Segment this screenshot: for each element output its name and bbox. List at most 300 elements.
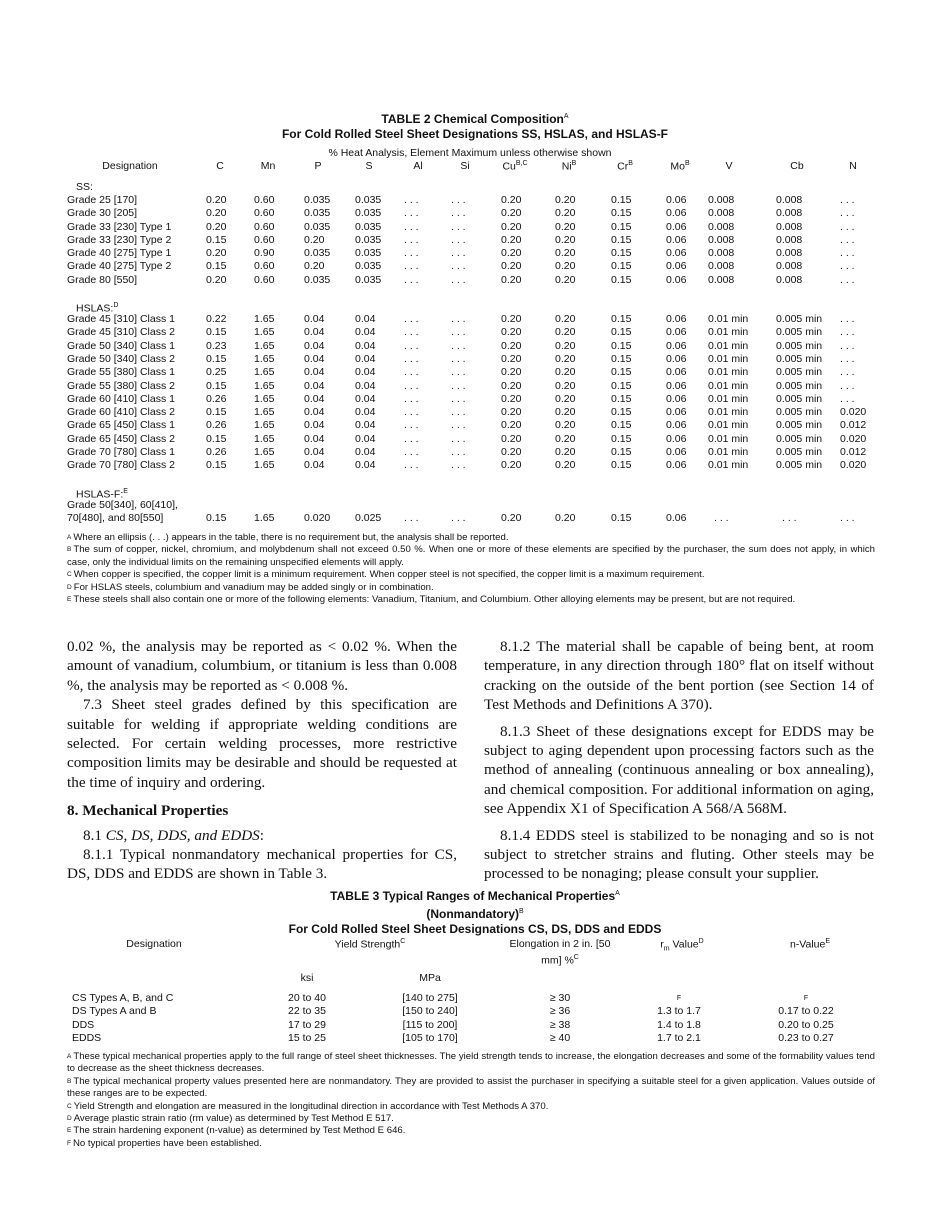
value-cell: 0.20 <box>501 432 522 445</box>
value-cell: 0.20 <box>555 273 576 286</box>
value-cell: 0.04 <box>304 366 325 379</box>
value-cell: 0.15 <box>611 419 632 432</box>
t2-col-c: C <box>216 160 224 172</box>
value-cell: 0.15 <box>611 260 632 273</box>
value-cell: 0.20 <box>555 406 576 419</box>
table3-nonmandatory-footnote-mark: B <box>519 908 524 915</box>
t2-col-cr: $Cr^B$ <box>617 160 633 173</box>
value-cell: 0.20 <box>555 207 576 220</box>
value-cell: 0.15 <box>611 459 632 472</box>
value-cell: 0.005 min <box>776 352 823 365</box>
value-cell: 0.005 min <box>776 446 823 459</box>
t3-col-designation: Designation <box>126 938 182 950</box>
value-cell: . . . <box>451 432 466 445</box>
value-cell: 0.005 min <box>776 432 823 445</box>
t2-col-v: V <box>725 160 733 172</box>
value-cell: . . . <box>840 194 855 206</box>
value-cell: 0.06 <box>666 233 687 246</box>
value-cell: . . . <box>840 326 855 339</box>
footnote-d: D For HSLAS steels, columbium and vanadium may be added singly or in combination. <box>67 581 434 593</box>
value-cell: F <box>803 995 809 1002</box>
table2-subheader: % Heat Analysis, Element Maximum unless otherwise shown <box>328 147 612 159</box>
value-cell: . . . <box>451 326 466 339</box>
value-cell: 0.20 <box>555 326 576 339</box>
value-cell: . . . <box>404 194 419 206</box>
table-row <box>0 1019 950 1032</box>
designation-cell: Grade 70 [780] Class 1 <box>67 446 175 459</box>
value-cell: 0.01 min <box>708 339 749 352</box>
value-cell: 0.01 min <box>708 459 749 472</box>
table-row <box>0 247 950 260</box>
value-cell: 0.01 min <box>708 326 749 339</box>
designation-cell: Grade 30 [205] <box>67 207 138 220</box>
value-cell: 0.90 <box>254 247 275 260</box>
designation-cell: Grade 70 [780] Class 2 <box>67 459 175 472</box>
value-cell: 0.06 <box>666 446 687 459</box>
value-cell: 1.65 <box>254 511 275 524</box>
value-cell: 0.15 <box>206 432 227 445</box>
paragraph-8-1-1: 8.1.1 Typical nonmandatory mechanical properties for CS, DS, DDS and EDDS are shown in Table 3. <box>67 846 457 883</box>
designation-cell: Grade 60 [410] Class 1 <box>67 392 175 405</box>
value-cell: 1.65 <box>254 366 275 379</box>
value-cell: 0.04 <box>355 379 376 392</box>
value-cell: 0.020 <box>840 406 867 419</box>
value-cell: 15 to 25 <box>288 1031 326 1044</box>
designation-cell: EDDS <box>72 1031 102 1044</box>
value-cell: 0.20 <box>501 379 522 392</box>
value-cell: 0.15 <box>611 511 632 524</box>
value-cell: . . . <box>840 366 855 379</box>
value-cell: 1.65 <box>254 392 275 405</box>
value-cell: 0.06 <box>666 220 687 233</box>
designation-cell: Grade 33 [230] Type 2 <box>67 233 172 246</box>
value-cell: 1.3 to 1.7 <box>657 1005 701 1018</box>
paragraph-7-3: 7.3 Sheet steel grades defined by this specification are suitable for welding if appropriate welding conditions are selected. For certain welding processes, more restrictive composition limits may be desirable and should be requested at the time of inquiry and ordering. <box>67 696 457 791</box>
footnote-mark: D <box>67 583 72 591</box>
value-cell: 0.15 <box>611 366 632 379</box>
value-cell: F <box>676 995 682 1002</box>
value-cell: 1.4 to 1.8 <box>657 1018 701 1031</box>
value-cell: 0.20 <box>206 247 227 260</box>
value-cell: 0.20 <box>501 339 522 352</box>
value-cell: 0.020 <box>840 459 867 472</box>
value-cell: . . . <box>404 511 419 524</box>
value-cell: 0.20 <box>555 459 576 472</box>
value-cell: 0.15 <box>206 260 227 273</box>
table2-body <box>0 180 950 525</box>
value-cell: 0.06 <box>666 366 687 379</box>
value-cell: 0.20 <box>555 339 576 352</box>
value-cell: 0.20 <box>206 207 227 220</box>
value-cell: 0.06 <box>666 313 687 326</box>
value-cell: . . . <box>404 446 419 459</box>
paragraph-8-1 <box>67 826 457 845</box>
value-cell: . . . <box>404 247 419 260</box>
value-cell: 0.20 <box>501 352 522 365</box>
value-cell: 0.01 min <box>708 366 749 379</box>
value-cell: 0.15 <box>611 273 632 286</box>
value-cell: 1.65 <box>254 379 275 392</box>
footnote-mark: B <box>67 1077 72 1085</box>
section-heading-mechanical-properties: 8. Mechanical Properties <box>67 802 229 820</box>
value-cell: 0.23 to 0.27 <box>778 1031 834 1044</box>
table-row <box>0 353 950 366</box>
value-cell: 0.15 <box>611 313 632 326</box>
value-cell: 0.008 <box>708 273 735 286</box>
value-cell: 0.22 <box>206 313 227 326</box>
footnote-mark: E <box>67 596 72 604</box>
value-cell: . . . <box>404 220 419 233</box>
table3-title-footnote-mark: A <box>615 890 620 897</box>
designation-cell: 70[480], and 80[550] <box>67 511 164 524</box>
value-cell: 0.06 <box>666 339 687 352</box>
value-cell: 0.06 <box>666 326 687 339</box>
paragraph-8-1-colon: : <box>259 826 264 844</box>
table-row <box>0 326 950 339</box>
table3-subtitle: For Cold Rolled Steel Sheet Designations CS, DS, DDS and EDDS <box>288 922 662 936</box>
value-cell: . . . <box>451 313 466 326</box>
value-cell: ≥ 38 <box>549 1018 571 1031</box>
value-cell: 0.01 min <box>708 313 749 326</box>
value-cell: . . . <box>404 366 419 379</box>
value-cell: [105 to 170] <box>402 1031 458 1044</box>
value-cell: 0.20 <box>501 326 522 339</box>
value-cell: 0.06 <box>666 273 687 286</box>
value-cell: 0.008 <box>708 260 735 273</box>
value-cell: 0.15 <box>611 379 632 392</box>
designation-cell: Grade 55 [380] Class 1 <box>67 366 175 379</box>
value-cell: 0.04 <box>304 432 325 445</box>
value-cell: 0.17 to 0.22 <box>778 1005 834 1018</box>
value-cell: 0.20 <box>501 406 522 419</box>
value-cell: 0.20 <box>555 511 576 524</box>
value-cell: 0.008 <box>776 220 803 233</box>
t3-col-n-value: n-Value$^E$ <box>789 938 831 951</box>
value-cell: 0.04 <box>355 419 376 432</box>
value-cell: 1.65 <box>254 339 275 352</box>
table2-caption <box>0 109 950 142</box>
value-cell: [115 to 200] <box>402 1018 458 1031</box>
value-cell: . . . <box>840 273 855 286</box>
value-cell: 0.06 <box>666 194 687 206</box>
left-column <box>67 637 457 884</box>
value-cell: 0.008 <box>776 260 803 273</box>
footnote-b: B The typical mechanical property values presented here are nonmandatory. They are provided to assist the purchaser in specifying a suitable steel for a given application. Values outside of these ranges are to be expected. <box>67 1075 875 1100</box>
value-cell: 0.04 <box>304 313 325 326</box>
value-cell: . . . <box>404 379 419 392</box>
value-cell: 17 to 29 <box>288 1018 326 1031</box>
value-cell: 0.20 <box>501 446 522 459</box>
value-cell: 0.04 <box>304 419 325 432</box>
value-cell: 0.15 <box>611 339 632 352</box>
value-cell: 0.035 <box>355 207 382 220</box>
value-cell: 0.15 <box>611 220 632 233</box>
value-cell: 0.035 <box>304 247 331 260</box>
value-cell: . . . <box>451 419 466 432</box>
footnote-f: F No typical properties have been established. <box>67 1137 262 1149</box>
value-cell: 20 to 40 <box>288 992 326 1004</box>
value-cell: 0.04 <box>355 339 376 352</box>
value-cell: 0.005 min <box>776 326 823 339</box>
table3-footnotes <box>67 1051 875 1150</box>
footnote-mark: C <box>67 571 72 579</box>
designation-cell: Grade 55 [380] Class 2 <box>67 379 175 392</box>
value-cell: . . . <box>451 459 466 472</box>
value-cell: 0.15 <box>611 326 632 339</box>
value-cell: 0.035 <box>355 273 382 286</box>
table-row <box>0 194 950 207</box>
t2-col-designation: Designation <box>102 160 158 172</box>
footnote-d: D Average plastic strain ratio (rm value) as determined by Test Method E 517. <box>67 1113 394 1125</box>
value-cell: . . . <box>404 326 419 339</box>
value-cell: 0.60 <box>254 220 275 233</box>
table3-nonmandatory: (Nonmandatory) <box>426 907 519 921</box>
value-cell: 0.26 <box>206 446 227 459</box>
value-cell: 0.15 <box>611 194 632 206</box>
value-cell: 0.035 <box>304 273 331 286</box>
value-cell: . . . <box>404 432 419 445</box>
value-cell: 0.15 <box>206 459 227 472</box>
value-cell: 0.15 <box>611 233 632 246</box>
group-label-text: HSLAS:$^D$ <box>76 302 119 315</box>
value-cell: 0.04 <box>355 432 376 445</box>
table-row <box>0 380 950 393</box>
value-cell: 0.25 <box>206 366 227 379</box>
value-cell: 0.01 min <box>708 446 749 459</box>
table-row <box>0 274 950 287</box>
value-cell: . . . <box>840 379 855 392</box>
paragraph-8-1-3: 8.1.3 Sheet of these designations except for EDDS may be subject to aging dependent upon processing factors such as the method of annealing (continuous annealing or box annealing), and chemical composition. For additional information on aging, see Appendix X1 of Specification A 568/A 568M. <box>484 722 874 818</box>
group-label-text: SS: <box>76 181 93 193</box>
value-cell: 0.01 min <box>708 392 749 405</box>
value-cell: 0.20 <box>555 220 576 233</box>
t3-col-rm-value: $r_m$ Value$^D$ <box>660 938 704 953</box>
value-cell: 0.06 <box>666 406 687 419</box>
value-cell: 0.01 min <box>708 419 749 432</box>
footnote-c: C When copper is specified, the copper limit is a minimum requirement. When copper steel is not specified, the copper limit is a maximum requirement. <box>67 569 705 581</box>
value-cell: 0.15 <box>206 379 227 392</box>
value-cell: 0.035 <box>355 220 382 233</box>
value-cell: 0.035 <box>304 220 331 233</box>
value-cell: 0.04 <box>355 366 376 379</box>
footnote-e: E These steels shall also contain one or more of the following elements: Vanadium, Titanium, and Columbium. Other alloying elements may be present, but are not required. <box>67 594 796 606</box>
value-cell: . . . <box>404 207 419 220</box>
paragraph-8-1-4: 8.1.4 EDDS steel is stabilized to be nonaging and so is not subject to stretcher strains and fluting. Other steels may be processed to be nonaging; please consult your supplier. <box>484 826 874 883</box>
value-cell: 0.20 <box>501 419 522 432</box>
designation-cell: Grade 33 [230] Type 1 <box>67 220 172 233</box>
right-column <box>484 637 874 884</box>
table-row <box>0 419 950 432</box>
value-cell: 1.65 <box>254 406 275 419</box>
value-cell: 0.20 to 0.25 <box>778 1018 834 1031</box>
value-cell: 0.005 min <box>776 313 823 326</box>
value-cell: 0.20 <box>501 194 522 206</box>
table-row <box>0 340 950 353</box>
value-cell: 0.20 <box>501 273 522 286</box>
t2-col-mo: $Mo^B$ <box>670 160 690 173</box>
value-cell: 0.60 <box>254 207 275 220</box>
value-cell: 0.035 <box>355 194 382 206</box>
value-cell: . . . <box>404 392 419 405</box>
table2-subtitle: For Cold Rolled Steel Sheet Designations SS, HSLAS, and HSLAS-F <box>281 127 669 141</box>
value-cell: 1.65 <box>254 459 275 472</box>
paragraph-8-1-2: 8.1.2 The material shall be capable of being bent, at room temperature, in any direction through 180° flat on itself without cracking on the outside of the bent portion (see Section 14 of Test Methods and Definitions A 370). <box>484 638 874 714</box>
designation-cell: Grade 65 [450] Class 2 <box>67 432 175 445</box>
value-cell: 0.06 <box>666 432 687 445</box>
value-cell: 0.035 <box>304 194 331 206</box>
value-cell: 0.04 <box>355 326 376 339</box>
value-cell: 0.60 <box>254 273 275 286</box>
value-cell: 1.65 <box>254 432 275 445</box>
t2-col-s: S <box>365 160 373 172</box>
value-cell: 0.04 <box>304 339 325 352</box>
footnote-mark: A <box>67 1053 72 1060</box>
designation-cell: CS Types A, B, and C <box>72 992 174 1004</box>
value-cell: 0.008 <box>776 207 803 220</box>
value-cell: 0.04 <box>355 446 376 459</box>
t3-col-yield: Yield Strength$^C$ <box>334 938 406 951</box>
table-row <box>0 366 950 379</box>
value-cell: 0.20 <box>501 392 522 405</box>
table-row <box>0 393 950 406</box>
value-cell: 0.15 <box>206 406 227 419</box>
value-cell: 0.20 <box>555 392 576 405</box>
value-cell: . . . <box>714 511 729 524</box>
value-cell: 0.23 <box>206 339 227 352</box>
designation-cell: Grade 40 [275] Type 2 <box>67 260 172 273</box>
value-cell: 0.20 <box>304 233 325 246</box>
table-row <box>0 446 950 459</box>
value-cell: 0.20 <box>501 260 522 273</box>
value-cell: 0.008 <box>776 247 803 260</box>
table2-title: TABLE 2 Chemical Composition <box>381 112 564 126</box>
t2-col-ni: $Ni^B$ <box>561 160 577 173</box>
value-cell: 0.005 min <box>776 406 823 419</box>
value-cell: 0.20 <box>555 366 576 379</box>
designation-cell: Grade 50[340], 60[410], <box>67 498 178 511</box>
value-cell: 1.65 <box>254 419 275 432</box>
value-cell: . . . <box>840 339 855 352</box>
value-cell: 0.04 <box>355 313 376 326</box>
value-cell: 0.005 min <box>776 339 823 352</box>
value-cell: 0.008 <box>776 194 803 206</box>
value-cell: . . . <box>782 511 797 524</box>
footnote-mark: B <box>67 546 72 554</box>
table-row <box>0 1032 950 1045</box>
value-cell: . . . <box>451 260 466 273</box>
designation-cell: DS Types A and B <box>72 1005 157 1018</box>
value-cell: . . . <box>840 392 855 405</box>
t3-subcol-mpa: MPa <box>419 972 441 984</box>
table-row <box>0 234 950 247</box>
designation-cell: Grade 40 [275] Type 1 <box>67 247 172 260</box>
t2-col-si: Si <box>460 160 470 172</box>
value-cell: 0.60 <box>254 194 275 206</box>
value-cell: 1.65 <box>254 326 275 339</box>
table2-footnotes <box>67 532 875 606</box>
value-cell: 0.008 <box>776 273 803 286</box>
value-cell: 0.06 <box>666 260 687 273</box>
value-cell: . . . <box>451 406 466 419</box>
value-cell: 0.04 <box>304 446 325 459</box>
value-cell: 0.005 min <box>776 392 823 405</box>
table2-column-headers <box>0 160 950 174</box>
paragraph-7-2-tail: 0.02 %, the analysis may be reported as < 0.02 %. When the amount of vanadium, columbium, or titanium is less than 0.008 %, the analysis may be reported as < 0.008 %. <box>67 638 457 694</box>
footnote-a: A These typical mechanical properties apply to the full range of steel sheet thicknesses. The yield strength tends to increase, the elongation decreases and some of the formability values tend to decrease as the sheet thickness decreases. <box>67 1051 875 1075</box>
value-cell: . . . <box>840 313 855 326</box>
value-cell: . . . <box>451 379 466 392</box>
value-cell: 0.60 <box>254 233 275 246</box>
value-cell: 0.020 <box>840 432 867 445</box>
value-cell: 0.008 <box>708 247 735 260</box>
table-row <box>0 260 950 273</box>
value-cell: . . . <box>404 406 419 419</box>
group-label <box>0 180 950 194</box>
value-cell: . . . <box>840 352 855 365</box>
footnote-mark: F <box>67 1139 71 1147</box>
value-cell: 0.20 <box>304 260 325 273</box>
table3-title: TABLE 3 Typical Ranges of Mechanical Properties <box>330 889 616 903</box>
value-cell: 0.20 <box>555 233 576 246</box>
footnote-mark: C <box>67 1102 72 1110</box>
value-cell: . . . <box>451 247 466 260</box>
value-cell: 0.04 <box>304 326 325 339</box>
value-cell: 0.60 <box>254 260 275 273</box>
value-cell: 0.04 <box>355 352 376 365</box>
table-row <box>0 221 950 234</box>
table-row <box>0 499 950 512</box>
value-cell: 0.04 <box>304 379 325 392</box>
value-cell: 0.06 <box>666 392 687 405</box>
value-cell: . . . <box>404 273 419 286</box>
value-cell: 0.01 min <box>708 379 749 392</box>
table-row <box>0 313 950 326</box>
value-cell: . . . <box>404 260 419 273</box>
value-cell: 0.15 <box>206 511 227 524</box>
value-cell: [140 to 275] <box>402 992 458 1004</box>
value-cell: 0.20 <box>501 366 522 379</box>
t3-subcol-ksi: ksi <box>300 972 314 984</box>
designation-cell: DDS <box>72 1018 95 1031</box>
value-cell: . . . <box>451 366 466 379</box>
value-cell: 0.20 <box>555 247 576 260</box>
table-row <box>0 992 950 1005</box>
value-cell: 0.20 <box>501 233 522 246</box>
t3-col-elongation: Elongation in 2 in. [50 mm] %$^C$ <box>509 938 611 967</box>
value-cell: 0.012 <box>840 419 867 432</box>
value-cell: 0.20 <box>555 432 576 445</box>
footnote-e: E The strain hardening exponent (n-value) as determined by Test Method E 646. <box>67 1125 406 1137</box>
value-cell: ≥ 40 <box>549 1031 571 1044</box>
t2-col-cu: $Cu^{B,C}$ <box>502 160 528 173</box>
value-cell: 0.15 <box>611 207 632 220</box>
table-row <box>0 433 950 446</box>
footnote-b: B The sum of copper, nickel, chromium, and molybdenum shall not exceed 0.50 %. When one or more of these elements are specified by the purchaser, the sum does not apply, in which case, only the individual limits on the remaining unspecified elements will apply. <box>67 544 875 568</box>
value-cell: . . . <box>451 207 466 220</box>
value-cell: 0.005 min <box>776 419 823 432</box>
value-cell: 0.26 <box>206 392 227 405</box>
value-cell: 0.20 <box>555 419 576 432</box>
paragraph-8-1-number: 8.1 <box>83 826 102 844</box>
value-cell: 0.15 <box>206 233 227 246</box>
footnote-a: A Where an ellipsis (. . .) appears in the table, there is no requirement but, the analysis shall be reported. <box>67 532 509 543</box>
t2-col-p: P <box>314 160 322 172</box>
t2-col-al: Al <box>413 160 423 172</box>
value-cell: 0.035 <box>304 207 331 220</box>
value-cell: 0.008 <box>708 233 735 246</box>
designation-cell: Grade 45 [310] Class 2 <box>67 326 175 339</box>
group-label <box>0 299 950 313</box>
